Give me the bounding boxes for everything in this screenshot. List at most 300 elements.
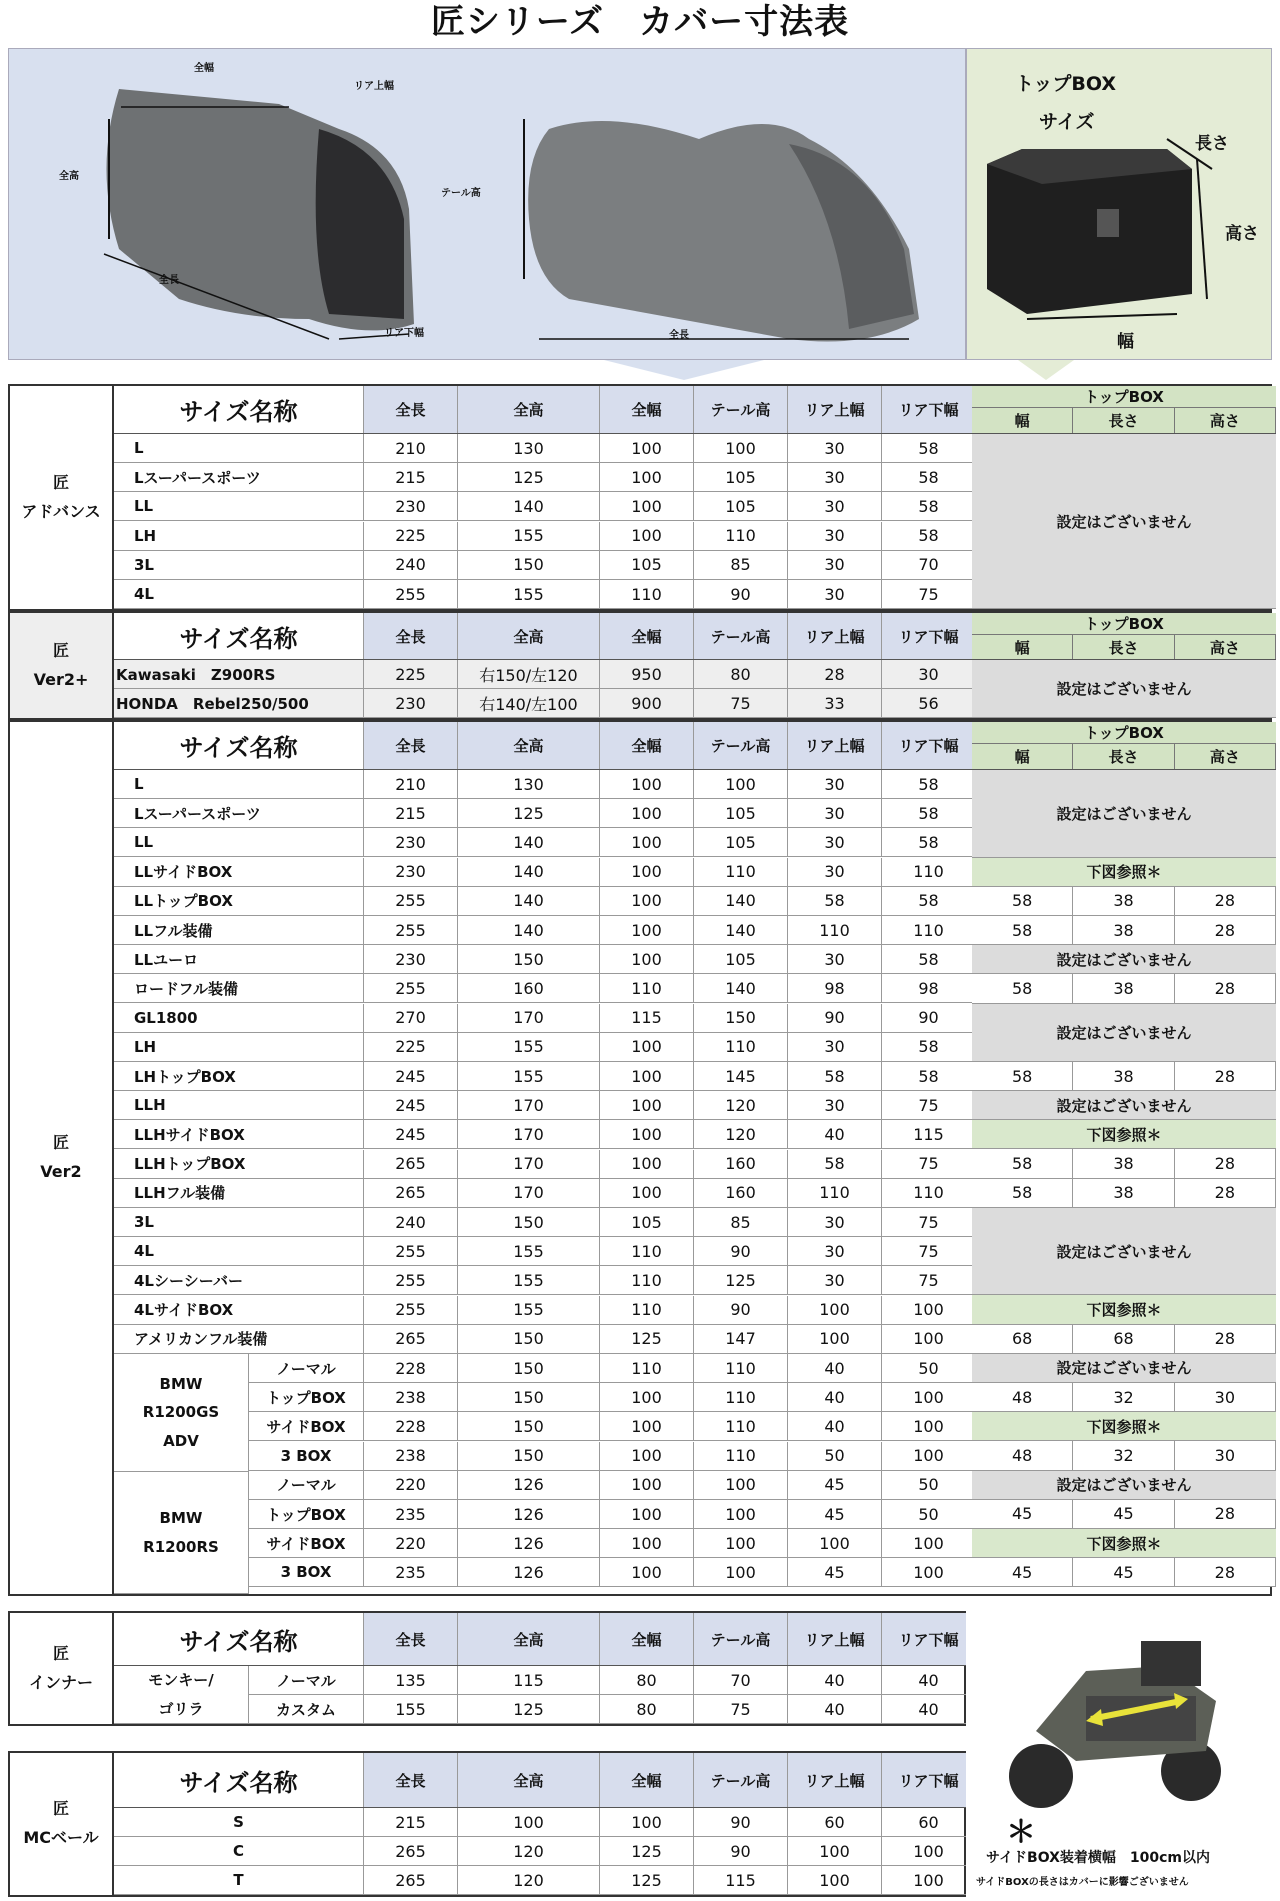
- table-header: [114, 613, 976, 660]
- value-cell: 215: [364, 463, 458, 491]
- size-name-cell: LL: [114, 492, 364, 520]
- topbox-dims-row: [972, 1062, 1276, 1091]
- value-cell: 30: [788, 1208, 882, 1236]
- group-ver2: [10, 722, 114, 1594]
- header-rear-top: リア上幅: [788, 386, 882, 433]
- value-cell: 90: [788, 1004, 882, 1032]
- table-row: [114, 689, 976, 718]
- value-cell: 30: [788, 1033, 882, 1061]
- table-row: [249, 1529, 976, 1558]
- topbox-dims-row: [972, 1149, 1276, 1178]
- value-cell: 90: [694, 1808, 788, 1836]
- table-row: [114, 580, 976, 609]
- value-cell: 58: [882, 434, 976, 462]
- header-rear-top: リア上幅: [788, 1613, 882, 1665]
- value-cell: 215: [364, 799, 458, 827]
- value-cell: 45: [788, 1471, 882, 1499]
- size-name-cell: LH: [114, 522, 364, 550]
- size-name-cell: L: [114, 770, 364, 798]
- topbox-dims-row: [972, 1500, 1276, 1529]
- value-cell: 100: [458, 1808, 600, 1836]
- value-cell: 100: [882, 1325, 976, 1353]
- label-full-length: 全長: [159, 275, 179, 286]
- value-cell: 210: [364, 434, 458, 462]
- value-cell: 225: [364, 1033, 458, 1061]
- topbox-dims-row: [972, 1441, 1276, 1470]
- topbox-subtitle: サイズ: [1039, 111, 1095, 133]
- table-row: [114, 1208, 976, 1237]
- topbox-dim-cell: 48: [972, 1441, 1073, 1469]
- value-cell: 58: [882, 799, 976, 827]
- value-cell: 100: [882, 1558, 976, 1586]
- table-row: [114, 799, 976, 828]
- value-cell: 125: [600, 1325, 694, 1353]
- table-row: [114, 522, 976, 551]
- value-cell: 230: [364, 492, 458, 520]
- value-cell: 255: [364, 916, 458, 944]
- value-cell: 100: [882, 1296, 976, 1324]
- header-rear-top: リア上幅: [788, 722, 882, 769]
- group-inner-line2: インナー: [28, 1672, 93, 1692]
- size-name-cell: GL1800: [114, 1004, 364, 1032]
- topbox-header: [972, 722, 1276, 770]
- size-name-cell: LLH: [114, 1091, 364, 1119]
- table-row: [249, 1412, 976, 1441]
- no-setting-cell: 設定はございません: [972, 1208, 1276, 1296]
- value-cell: 105: [600, 551, 694, 579]
- header-rear-bottom: リア下幅: [882, 722, 976, 769]
- motorcycle-illustration: [966, 1611, 1266, 1811]
- topbox-width-label: 幅: [1117, 332, 1134, 352]
- value-cell: 100: [882, 1529, 976, 1557]
- value-cell: 115: [600, 1004, 694, 1032]
- table-row: [114, 434, 976, 463]
- header-length: 全長: [364, 1753, 458, 1807]
- side-box-note: [966, 1611, 1266, 1895]
- header-width: 全幅: [600, 613, 694, 659]
- topbox-dim-cell: 58: [972, 1149, 1073, 1177]
- value-cell: 58: [788, 1062, 882, 1090]
- value-cell: 150: [458, 1208, 600, 1236]
- value-cell: 75: [882, 1266, 976, 1294]
- value-cell: 100: [882, 1866, 976, 1894]
- topbox-header-l: 長さ: [1073, 408, 1174, 433]
- table-row: [114, 1004, 976, 1033]
- value-cell: 98: [882, 974, 976, 1002]
- value-cell: 100: [600, 1471, 694, 1499]
- size-name-cell: ノーマル: [249, 1471, 364, 1499]
- value-cell: 245: [364, 1120, 458, 1148]
- value-cell: 235: [364, 1500, 458, 1528]
- value-cell: 右150/左120: [458, 660, 600, 688]
- see-below-cell: 下図参照＊: [972, 1529, 1276, 1558]
- group-inner-line1: 匠: [52, 1643, 69, 1663]
- value-cell: 126: [458, 1558, 600, 1586]
- size-name-cell: ノーマル: [249, 1666, 364, 1694]
- value-cell: 245: [364, 1062, 458, 1090]
- value-cell: 100: [600, 945, 694, 973]
- value-cell: 150: [694, 1004, 788, 1032]
- table-row: [114, 551, 976, 580]
- section-advance: [8, 384, 1272, 611]
- table-row: [114, 1296, 976, 1325]
- value-cell: 100: [694, 1558, 788, 1586]
- value-cell: 155: [458, 580, 600, 608]
- size-name-cell: 3L: [114, 551, 364, 579]
- value-cell: 58: [882, 945, 976, 973]
- table-header: [114, 1753, 976, 1808]
- value-cell: 120: [458, 1866, 600, 1894]
- value-cell: 150: [458, 551, 600, 579]
- topbox-dim-cell: 58: [972, 974, 1073, 1002]
- value-cell: 105: [694, 799, 788, 827]
- value-cell: 135: [364, 1666, 458, 1694]
- value-cell: 30: [788, 463, 882, 491]
- inner-model: [114, 1666, 249, 1724]
- value-cell: 110: [600, 1237, 694, 1265]
- value-cell: 100: [600, 770, 694, 798]
- value-cell: 30: [788, 770, 882, 798]
- value-cell: 右140/左100: [458, 689, 600, 717]
- size-name-cell: T: [114, 1866, 364, 1894]
- topbox-dims-row: [972, 916, 1276, 945]
- value-cell: 130: [458, 434, 600, 462]
- pointer-arrow: [604, 360, 764, 380]
- no-setting-cell: 設定はございません: [972, 1004, 1276, 1062]
- value-cell: 265: [364, 1150, 458, 1178]
- header-length: 全長: [364, 386, 458, 433]
- label-full-height: 全高: [59, 171, 79, 182]
- value-cell: 140: [458, 916, 600, 944]
- header-length: 全長: [364, 1613, 458, 1665]
- value-cell: 58: [882, 492, 976, 520]
- value-cell: 33: [788, 689, 882, 717]
- value-cell: 100: [600, 1033, 694, 1061]
- value-cell: 100: [600, 1442, 694, 1470]
- value-cell: 58: [882, 1033, 976, 1061]
- header-rear-top: リア上幅: [788, 613, 882, 659]
- table-row: [114, 463, 976, 492]
- no-setting-cell: 設定はございません: [972, 945, 1276, 974]
- value-cell: 58: [882, 887, 976, 915]
- bmw-gs-model: [114, 1354, 249, 1472]
- size-name-cell: LHトップBOX: [114, 1062, 364, 1090]
- value-cell: 270: [364, 1004, 458, 1032]
- value-cell: 150: [458, 1325, 600, 1353]
- size-name-cell: Lスーパースポーツ: [114, 463, 364, 491]
- bmw-gs-l2: R1200GS: [142, 1403, 220, 1422]
- value-cell: 40: [788, 1412, 882, 1440]
- label-full-width: 全幅: [194, 63, 214, 74]
- value-cell: 105: [694, 828, 788, 856]
- value-cell: 100: [600, 1091, 694, 1119]
- value-cell: 105: [694, 492, 788, 520]
- value-cell: 100: [600, 1120, 694, 1148]
- topbox-dim-cell: 28: [1175, 1558, 1276, 1586]
- value-cell: 75: [882, 1091, 976, 1119]
- size-name-cell: LL: [114, 828, 364, 856]
- value-cell: 265: [364, 1866, 458, 1894]
- topbox-dim-cell: 28: [1175, 916, 1276, 944]
- group-ver2plus: [10, 613, 114, 718]
- value-cell: 58: [882, 1062, 976, 1090]
- value-cell: 110: [694, 1412, 788, 1440]
- topbox-dim-cell: 28: [1175, 1149, 1276, 1177]
- value-cell: 90: [694, 1237, 788, 1265]
- value-cell: 238: [364, 1442, 458, 1470]
- size-name-cell: LLHトップBOX: [114, 1150, 364, 1178]
- header-height: 全高: [458, 1613, 600, 1665]
- value-cell: 90: [694, 580, 788, 608]
- value-cell: 155: [458, 1296, 600, 1324]
- size-name-cell: ノーマル: [249, 1354, 364, 1382]
- value-cell: 140: [458, 887, 600, 915]
- value-cell: 140: [694, 974, 788, 1002]
- bmw-rs-l2: R1200RS: [143, 1537, 219, 1556]
- header-rear-top: リア上幅: [788, 1753, 882, 1807]
- value-cell: 110: [882, 1179, 976, 1207]
- value-cell: 40: [788, 1666, 882, 1694]
- topbox-diagram: [966, 48, 1272, 360]
- topbox-dim-cell: 30: [1175, 1441, 1276, 1469]
- value-cell: 100: [882, 1412, 976, 1440]
- topbox-header-l: 長さ: [1073, 635, 1174, 659]
- value-cell: 100: [694, 1471, 788, 1499]
- value-cell: 58: [882, 463, 976, 491]
- topbox-header-title: トップBOX: [972, 722, 1276, 744]
- value-cell: 30: [788, 492, 882, 520]
- topbox-dim-cell: 28: [1175, 1062, 1276, 1090]
- topbox-dim-cell: 58: [972, 1179, 1073, 1207]
- value-cell: 70: [694, 1666, 788, 1694]
- table-row: [114, 1091, 976, 1120]
- value-cell: 75: [694, 1695, 788, 1723]
- note-line1: サイドBOX装着横幅 100cm以内: [986, 1850, 1210, 1866]
- value-cell: 255: [364, 1266, 458, 1294]
- group-ver2plus-line1: 匠: [52, 640, 69, 660]
- value-cell: 140: [694, 887, 788, 915]
- cover-illustrations: [9, 49, 967, 361]
- value-cell: 58: [788, 1150, 882, 1178]
- value-cell: 90: [694, 1296, 788, 1324]
- group-ver2-line1: 匠: [52, 1133, 69, 1153]
- value-cell: 50: [788, 1442, 882, 1470]
- value-cell: 56: [882, 689, 976, 717]
- value-cell: 100: [788, 1866, 882, 1894]
- table-header: [114, 722, 976, 770]
- value-cell: 58: [882, 828, 976, 856]
- table-row: [114, 1150, 976, 1179]
- value-cell: 230: [364, 689, 458, 717]
- ver2-topbox: [972, 722, 1276, 1594]
- value-cell: 140: [458, 492, 600, 520]
- value-cell: 110: [600, 1354, 694, 1382]
- table-row: [114, 1837, 976, 1866]
- header-length: 全長: [364, 722, 458, 769]
- value-cell: 110: [694, 1033, 788, 1061]
- header-size-name: サイズ名称: [114, 613, 364, 659]
- size-name-cell: LH: [114, 1033, 364, 1061]
- value-cell: 210: [364, 770, 458, 798]
- header-size-name: サイズ名称: [114, 386, 364, 433]
- no-setting-cell: 設定はございません: [972, 1091, 1276, 1120]
- value-cell: 150: [458, 945, 600, 973]
- topbox-dims-row: [972, 974, 1276, 1003]
- size-name-cell: C: [114, 1837, 364, 1865]
- topbox-dim-cell: 68: [1073, 1325, 1174, 1353]
- no-setting-cell: 設定はございません: [972, 1354, 1276, 1383]
- value-cell: 150: [458, 1412, 600, 1440]
- value-cell: 110: [882, 858, 976, 886]
- value-cell: 100: [694, 434, 788, 462]
- value-cell: 170: [458, 1120, 600, 1148]
- size-name-cell: アメリカンフル装備: [114, 1325, 364, 1353]
- value-cell: 100: [788, 1837, 882, 1865]
- value-cell: 58: [882, 770, 976, 798]
- value-cell: 225: [364, 522, 458, 550]
- value-cell: 30: [788, 551, 882, 579]
- value-cell: 170: [458, 1150, 600, 1178]
- value-cell: 100: [600, 522, 694, 550]
- group-advance-line2: アドバンス: [21, 501, 101, 521]
- header-tail: テール高: [694, 1753, 788, 1807]
- value-cell: 100: [600, 1150, 694, 1178]
- ver2plus-topbox: [972, 613, 1276, 718]
- topbox-dim-cell: 38: [1073, 916, 1174, 944]
- size-name-cell: LLサイドBOX: [114, 858, 364, 886]
- header-size-name: サイズ名称: [114, 1753, 364, 1807]
- topbox-height-label: 高さ: [1225, 224, 1259, 244]
- value-cell: 100: [600, 858, 694, 886]
- header-width: 全幅: [600, 386, 694, 433]
- value-cell: 80: [694, 660, 788, 688]
- topbox-dims-row: [972, 1325, 1276, 1354]
- table-row: [249, 1471, 976, 1500]
- value-cell: 125: [458, 1695, 600, 1723]
- header-height: 全高: [458, 386, 600, 433]
- value-cell: 110: [694, 1383, 788, 1411]
- value-cell: 228: [364, 1354, 458, 1382]
- value-cell: 255: [364, 1296, 458, 1324]
- topbox-illustration: [967, 49, 1273, 361]
- table-row: [114, 828, 976, 857]
- value-cell: 110: [694, 858, 788, 886]
- bmw-gs-l1: BMW: [159, 1374, 203, 1393]
- size-name-cell: LLHサイドBOX: [114, 1120, 364, 1148]
- table-row: [114, 858, 976, 887]
- value-cell: 110: [694, 522, 788, 550]
- value-cell: 126: [458, 1471, 600, 1499]
- value-cell: 230: [364, 828, 458, 856]
- value-cell: 40: [788, 1383, 882, 1411]
- table-row: [249, 1558, 976, 1587]
- header-rear-bottom: リア下幅: [882, 386, 976, 433]
- header-width: 全幅: [600, 1613, 694, 1665]
- topbox-dim-cell: 45: [1073, 1500, 1174, 1528]
- value-cell: 80: [600, 1695, 694, 1723]
- value-cell: 255: [364, 1237, 458, 1265]
- topbox-header-w: 幅: [972, 635, 1073, 659]
- value-cell: 265: [364, 1837, 458, 1865]
- value-cell: 100: [600, 1558, 694, 1586]
- value-cell: 160: [458, 974, 600, 1002]
- value-cell: 100: [600, 434, 694, 462]
- no-setting-cell: 設定はございません: [972, 434, 1276, 609]
- value-cell: 155: [458, 1062, 600, 1090]
- value-cell: 120: [694, 1120, 788, 1148]
- value-cell: 126: [458, 1500, 600, 1528]
- value-cell: 30: [788, 522, 882, 550]
- value-cell: 58: [788, 887, 882, 915]
- value-cell: 30: [788, 1091, 882, 1119]
- table-row: [114, 1325, 976, 1354]
- table-row: [249, 1695, 976, 1724]
- topbox-header-title: トップBOX: [972, 386, 1276, 408]
- value-cell: 115: [882, 1120, 976, 1148]
- section-ver2: [8, 720, 1272, 1596]
- value-cell: 150: [458, 1442, 600, 1470]
- size-name-cell: トップBOX: [249, 1500, 364, 1528]
- topbox-dim-cell: 38: [1073, 887, 1174, 915]
- value-cell: 125: [694, 1266, 788, 1294]
- size-name-cell: 3L: [114, 1208, 364, 1236]
- topbox-dim-cell: 32: [1073, 1441, 1174, 1469]
- advance-topbox: [972, 386, 1276, 609]
- value-cell: 255: [364, 974, 458, 1002]
- value-cell: 215: [364, 1808, 458, 1836]
- header-tail: テール高: [694, 386, 788, 433]
- table-row: [114, 1120, 976, 1149]
- value-cell: 950: [600, 660, 694, 688]
- group-mc: [10, 1753, 114, 1895]
- value-cell: 75: [882, 1208, 976, 1236]
- value-cell: 220: [364, 1529, 458, 1557]
- header-rear-bottom: リア下幅: [882, 1753, 976, 1807]
- value-cell: 100: [600, 1808, 694, 1836]
- value-cell: 140: [458, 858, 600, 886]
- page-title: 匠シリーズ カバー寸法表: [430, 2, 850, 42]
- table-row: [249, 1442, 976, 1471]
- header-tail: テール高: [694, 613, 788, 659]
- value-cell: 155: [458, 1237, 600, 1265]
- topbox-dim-cell: 28: [1175, 1325, 1276, 1353]
- value-cell: 100: [788, 1529, 882, 1557]
- no-setting-cell: 設定はございません: [972, 1471, 1276, 1500]
- size-name-cell: LLトップBOX: [114, 887, 364, 915]
- value-cell: 100: [882, 1442, 976, 1470]
- topbox-dim-cell: 45: [972, 1558, 1073, 1586]
- inner-model-l2: ゴリラ: [158, 1699, 204, 1718]
- size-name-cell: L: [114, 434, 364, 462]
- value-cell: 150: [458, 1383, 600, 1411]
- table-row: [114, 945, 976, 974]
- topbox-dim-cell: 58: [972, 916, 1073, 944]
- size-name-cell: 3 BOX: [249, 1442, 364, 1470]
- bmw-rs-l1: BMW: [159, 1509, 203, 1527]
- see-below-cell: 下図参照＊: [972, 1120, 1276, 1149]
- size-name-cell: 4L: [114, 580, 364, 608]
- value-cell: 110: [600, 1266, 694, 1294]
- group-advance-line1: 匠: [52, 472, 69, 492]
- cover-dimension-diagram: [8, 48, 966, 360]
- value-cell: 110: [882, 916, 976, 944]
- size-name-cell: トップBOX: [249, 1383, 364, 1411]
- value-cell: 225: [364, 660, 458, 688]
- header-height: 全高: [458, 722, 600, 769]
- value-cell: 900: [600, 689, 694, 717]
- table-row: [114, 1266, 976, 1295]
- size-name-cell: Lスーパースポーツ: [114, 799, 364, 827]
